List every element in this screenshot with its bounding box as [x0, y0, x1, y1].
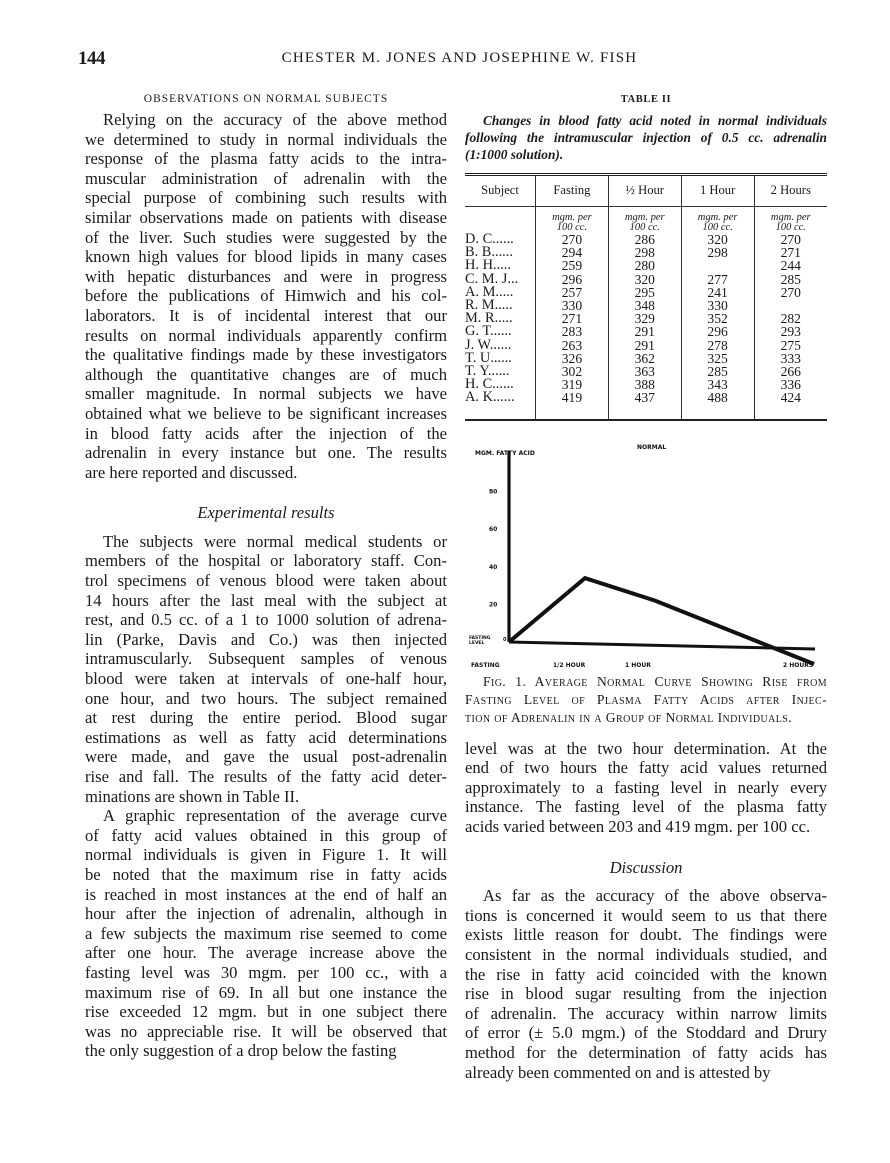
value-cell: 298	[681, 246, 754, 259]
chart-title-label: NORMAL	[637, 443, 667, 451]
text-line: results on normal individuals apparently confirm	[85, 325, 447, 345]
subject-cell: H. H.....	[465, 257, 511, 274]
text-line: the qualitative findings made by these investigators	[85, 345, 447, 365]
text-line: (1:1000 solution).	[465, 147, 564, 162]
table-header-row	[465, 175, 827, 207]
left-column	[85, 90, 447, 1061]
text-line: instance. The fasting level of the plasma fatty	[465, 797, 827, 817]
value-cell: 343	[681, 378, 754, 391]
text-line: hour after the injection of adrenalin, although in	[85, 904, 447, 924]
text-line: in blood fatty acids after the injection of the	[85, 423, 447, 443]
text-line: A graphic representation of the average curve	[103, 806, 447, 826]
text-line: members of the hospital or laboratory staff. Con-	[85, 551, 447, 571]
value-cell: 282	[754, 312, 827, 325]
x-tick: 1 HOUR	[625, 661, 651, 669]
text-line: Fasting Level of Plasma Fatty Acids after Injec-	[465, 691, 827, 707]
subject-cell: T. U......	[465, 349, 512, 366]
figure-caption	[465, 673, 827, 727]
running-head: CHESTER M. JONES AND JOSEPHINE W. FISH	[281, 50, 638, 66]
column-header: 2 Hours	[754, 175, 827, 207]
x-tick: 2 HOURS	[783, 661, 814, 669]
subject-cell: J. W......	[465, 336, 512, 353]
value-cell: 320	[608, 273, 681, 286]
subject-cell: M. R.....	[465, 310, 513, 327]
text-line: rise exceeded 12 mgm. but in one subject there	[85, 1002, 447, 1022]
text-line: adrenalin in every instance but one. The results	[85, 443, 447, 463]
section-title: OBSERVATIONS ON NORMAL SUBJECTS	[143, 93, 389, 105]
table-caption	[465, 112, 827, 163]
paragraph-discussion	[465, 886, 827, 1082]
text-line: is reached in most instances at the end of half an	[85, 884, 447, 904]
text-line: known high values for blood lipids in many cases	[85, 247, 447, 267]
text-line: although the quantitative changes are of much	[85, 364, 447, 384]
text-line: special purpose of combining such results with	[85, 188, 447, 208]
value-cell: 277	[681, 273, 754, 286]
value-cell: 488	[681, 391, 754, 419]
subject-cell: B. B......	[465, 244, 513, 261]
value-cell: 270	[536, 233, 609, 246]
page-number: 144	[78, 48, 105, 69]
figure-1-chart	[465, 443, 827, 673]
value-cell: 388	[608, 378, 681, 391]
value-cell: 257	[536, 286, 609, 299]
text-line: already been commented on and is attested by	[465, 1062, 771, 1082]
text-line: of adrenalin. The accuracy within narrow limits	[465, 1003, 827, 1023]
text-line: rise and fall. The results of the fatty acid deter-	[85, 767, 447, 786]
value-cell: 293	[754, 325, 827, 338]
text-line: after one hour. The average increase above the	[85, 943, 447, 963]
value-cell: 294	[536, 246, 609, 259]
column-header: ½ Hour	[608, 175, 681, 207]
value-cell	[681, 259, 754, 272]
units-cell: mgm. per 100 cc.	[608, 207, 681, 234]
text-line: be noted that the maximum rise in fatty acids	[85, 864, 447, 884]
text-line: laborators. It is of incidental interest that our	[85, 305, 447, 325]
text-line: response of the plasma fatty acids to the intra-	[85, 149, 447, 169]
text-line: with hepatic disturbances and were in progress	[85, 266, 447, 286]
value-cell: 352	[681, 312, 754, 325]
x-tick: FASTING	[471, 661, 500, 669]
text-line: approximately to a fasting level in nearly every	[465, 777, 827, 797]
value-cell: 333	[754, 352, 827, 365]
text-line: end of two hours the fatty acid values returned	[465, 758, 827, 778]
text-line: smaller magnitude. In normal subjects we have	[85, 384, 447, 404]
value-cell: 266	[754, 365, 827, 378]
fasting-level-label-2: LEVEL	[469, 640, 485, 646]
text-line: rise in blood sugar resulting from the injection	[465, 984, 827, 1004]
text-line: the rise in fatty acid coincided with the known	[465, 964, 827, 984]
right-column	[465, 90, 827, 1082]
value-cell: 296	[681, 325, 754, 338]
text-line: fasting level was 30 mgm. per 100 cc., with a	[85, 962, 447, 982]
value-cell: 291	[608, 339, 681, 352]
text-line: trol specimens of venous blood were taken about	[85, 571, 447, 591]
value-cell: 336	[754, 378, 827, 391]
text-line: normal individuals is given in Figure 1. It will	[85, 845, 447, 865]
subject-cell: R. M.....	[465, 297, 513, 314]
text-line: of error (± 5.0 mgm.) of the Stoddard and Drury	[465, 1023, 827, 1043]
value-cell: 302	[536, 365, 609, 378]
y-tick: 80	[489, 488, 498, 496]
text-line: Changes in blood fatty acid noted in normal individuals	[483, 113, 827, 128]
y-tick: 20	[489, 601, 498, 609]
value-cell: 298	[608, 246, 681, 259]
value-cell: 330	[536, 299, 609, 312]
value-cell: 362	[608, 352, 681, 365]
text-line: of fatty acid values obtained in this group of	[85, 825, 447, 845]
text-line: one hour, and two hours. The subject remained	[85, 688, 447, 708]
table-body	[465, 207, 827, 420]
text-line: the only suggestion of a drop below the fasting	[85, 1041, 397, 1061]
average-curve	[509, 578, 814, 664]
subject-cell: A. M.....	[465, 283, 514, 300]
column-header: 1 Hour	[681, 175, 754, 207]
text-line: lin (Parke, Davis and Co.) was then injected	[85, 629, 447, 649]
text-line: As far as the accuracy of the above observa-	[483, 886, 827, 906]
value-cell: 285	[754, 273, 827, 286]
value-cell: 363	[608, 365, 681, 378]
table-title: TABLE II	[620, 94, 672, 105]
text-line: following the intramuscular injection of 0.5 cc. adrenalin	[465, 130, 827, 145]
text-line: of the liver. Such studies were suggested by the	[85, 227, 447, 247]
subject-cell: G. T......	[465, 323, 512, 340]
text-line: exists little reason for doubt. The findings were	[465, 925, 827, 945]
value-cell: 271	[536, 312, 609, 325]
y-tick: 60	[489, 525, 498, 533]
value-cell: 285	[681, 365, 754, 378]
value-cell: 275	[754, 339, 827, 352]
column-header: Fasting	[536, 175, 609, 207]
text-line: muscular administration of adrenalin with the	[85, 168, 447, 188]
text-line: 14 hours after the last meal with the subject at	[85, 590, 447, 610]
units-cell: mgm. per 100 cc.	[536, 207, 609, 234]
value-cell: 270	[754, 233, 827, 246]
value-cell: 419	[536, 391, 609, 419]
units-cell: mgm. per 100 cc.	[754, 207, 827, 234]
fasting-level-label: FASTING	[469, 635, 491, 641]
text-line: a few subjects the maximum rise seemed to come	[85, 923, 447, 943]
line-chart	[465, 443, 827, 675]
table-row	[465, 391, 827, 419]
subhead-discussion: Discussion	[609, 857, 683, 877]
paragraph-continued	[465, 739, 827, 837]
text-line: method for the determination of fatty acids has	[465, 1042, 827, 1062]
text-line: obtained what we believe to be significant increases	[85, 403, 447, 423]
value-cell: 295	[608, 286, 681, 299]
text-line: at rest during the entire period. Blood sugar	[85, 708, 447, 728]
value-cell: 329	[608, 312, 681, 325]
column-header: Subject	[465, 175, 536, 207]
paragraph-intro	[85, 110, 447, 482]
text-line: before the publications of Himwich and his col-	[85, 286, 447, 306]
subject-cell: H. C......	[465, 376, 514, 393]
text-line: we determined to study in normal individuals the	[85, 129, 447, 149]
value-cell: 286	[608, 233, 681, 246]
value-cell: 259	[536, 259, 609, 272]
fatty-acid-table	[465, 173, 827, 421]
value-cell: 241	[681, 286, 754, 299]
y-axis-label: MGM. FATTY ACID	[475, 449, 535, 457]
value-cell: 320	[681, 233, 754, 246]
units-cell	[465, 207, 536, 234]
value-cell: 280	[608, 259, 681, 272]
subject-cell: A. K......	[465, 389, 515, 406]
text-line: acids varied between 203 and 419 mgm. per 100 cc.	[465, 817, 811, 837]
page-header	[78, 48, 823, 72]
value-cell: 348	[608, 299, 681, 312]
table-row	[465, 273, 827, 286]
text-line: minations are shown in Table II.	[85, 786, 300, 806]
text-line: were made, and gave the usual post-adrenalin	[85, 747, 447, 767]
text-line: similar observations made on patients with disease	[85, 207, 447, 227]
text-line: level was at the two hour determination. At the	[465, 738, 827, 758]
table-row	[465, 325, 827, 338]
table-row	[465, 259, 827, 272]
value-cell: 296	[536, 273, 609, 286]
x-tick: 1/2 HOUR	[553, 661, 586, 669]
subhead-experimental-results: Experimental results	[197, 503, 335, 523]
table-row	[465, 339, 827, 352]
x-tick-labels	[471, 662, 813, 669]
text-line: maximum rise of 69. In all but one instance the	[85, 982, 447, 1002]
text-line: intramuscularly. Subsequent samples of venous	[85, 649, 447, 669]
text-line: blood were taken at intervals of one-half hour,	[85, 669, 447, 689]
value-cell: 244	[754, 259, 827, 272]
value-cell: 278	[681, 339, 754, 352]
y-tick: 40	[489, 563, 498, 571]
value-cell: 283	[536, 325, 609, 338]
units-row	[465, 207, 827, 234]
value-cell: 424	[754, 391, 827, 419]
value-cell: 319	[536, 378, 609, 391]
text-line: Relying on the accuracy of the above method	[103, 110, 447, 129]
value-cell: 271	[754, 246, 827, 259]
paragraph-subjects	[85, 532, 447, 806]
subject-cell: C. M. J...	[465, 270, 519, 287]
text-line: tion of Adrenalin in a Group of Normal Individuals.	[465, 709, 792, 725]
value-cell: 325	[681, 352, 754, 365]
text-line: estimations as well as fatty acid determinations	[85, 727, 447, 747]
paragraph-graphic	[85, 806, 447, 1061]
text-line: consistent in the normal individuals studied, and	[465, 944, 827, 964]
value-cell: 270	[754, 286, 827, 299]
subject-cell: D. C......	[465, 231, 514, 247]
text-line: are here reported and discussed.	[85, 462, 298, 482]
value-cell: 326	[536, 352, 609, 365]
y-tick-labels	[489, 488, 497, 608]
value-cell: 437	[608, 391, 681, 419]
text-line: was no appreciable rise. It will be observed that	[85, 1021, 447, 1041]
text-line: tions is concerned it would seem to us that there	[465, 905, 827, 925]
zero-tick: 0	[503, 636, 507, 643]
value-cell: 291	[608, 325, 681, 338]
units-cell: mgm. per 100 cc.	[681, 207, 754, 234]
value-cell: 263	[536, 339, 609, 352]
text-line: rest, and 0.5 cc. of a 1 to 1000 solution of adrena-	[85, 610, 447, 630]
value-cell: 330	[681, 299, 754, 312]
text-line: The subjects were normal medical students or	[103, 531, 447, 551]
text-line: Fig. 1. Average Normal Curve Showing Rise from	[483, 673, 827, 689]
subject-cell: T. Y......	[465, 363, 510, 380]
